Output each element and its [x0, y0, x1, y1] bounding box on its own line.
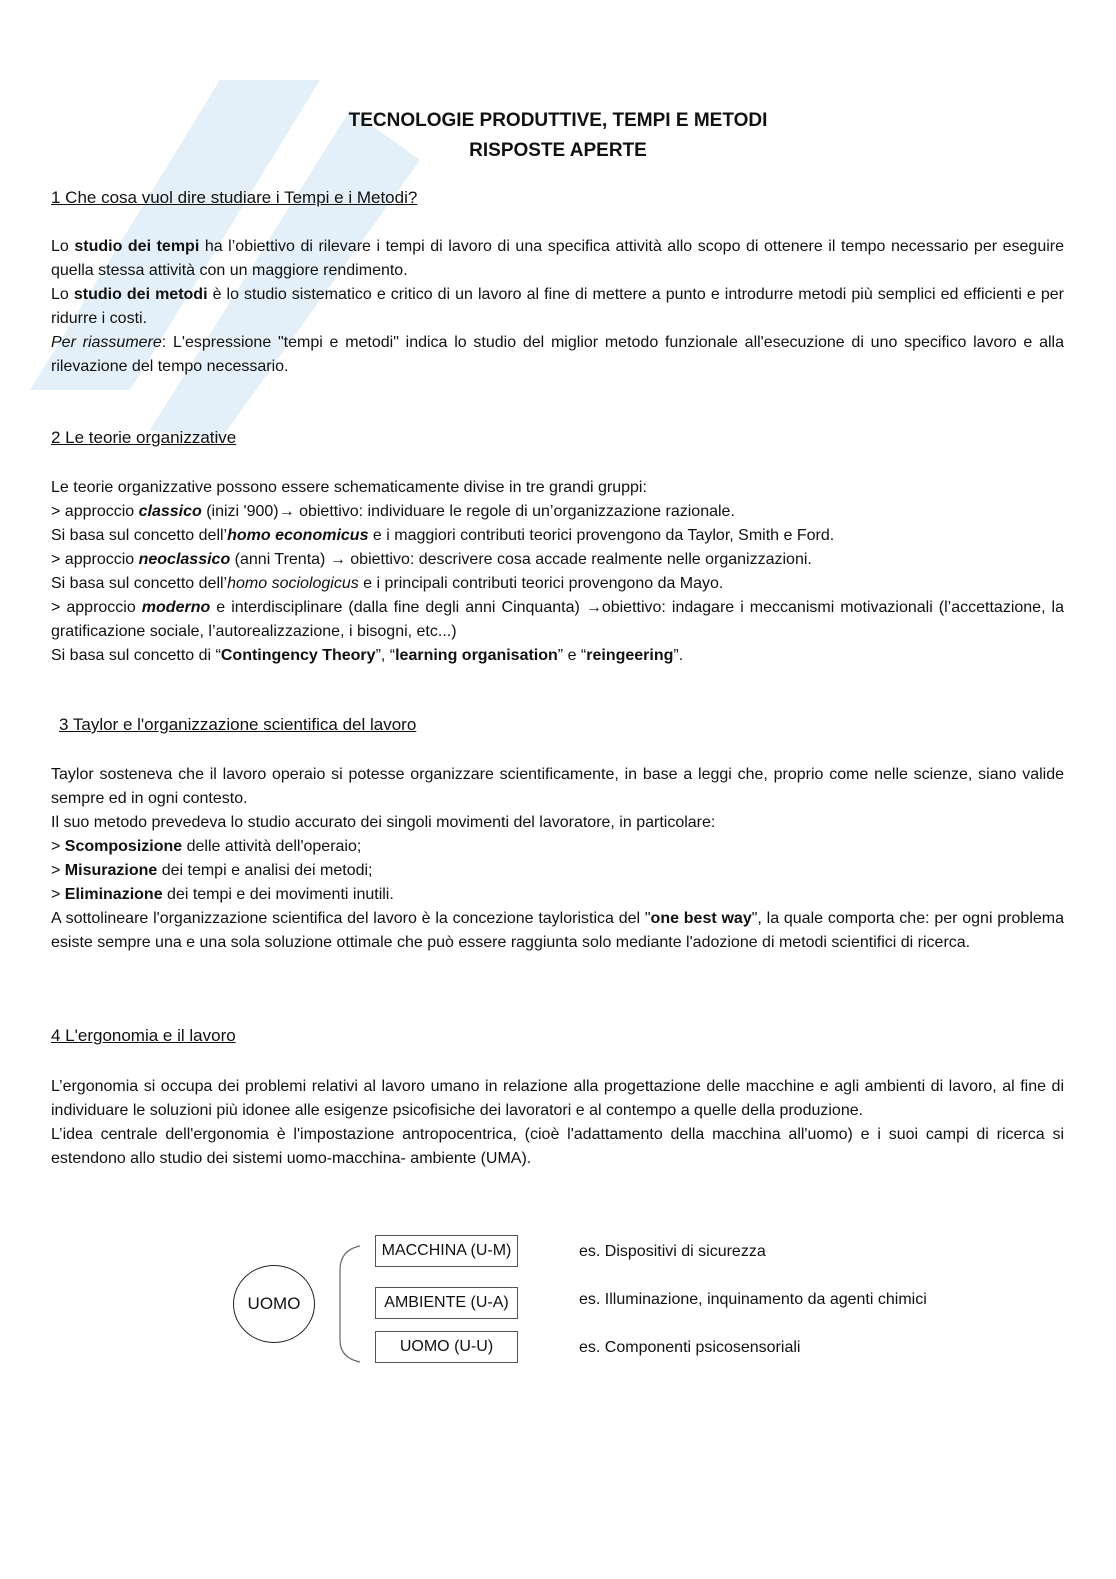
example-macchina: es. Dispositivi di sicurezza — [579, 1243, 766, 1260]
paragraph: Si basa sul concetto dell’homo economicus e i maggiori contributi teorici provengono da Taylor, Smith e Ford. — [51, 527, 835, 544]
section-3-body — [51, 763, 1064, 955]
italic-term: Per riassumere — [51, 334, 162, 351]
list-item: > Misurazione dei tempi e analisi dei metodi; — [51, 862, 373, 879]
section-4-heading: 4 L'ergonomia e il lavoro — [51, 1026, 236, 1045]
uomo-node: UOMO — [233, 1265, 315, 1343]
section-3-heading: 3 Taylor e l'organizzazione scientifica del lavoro — [59, 715, 417, 734]
paragraph: Per riassumere: L'espressione "tempi e metodi" indica lo studio del miglior metodo funzionale all'esecuzione di uno specifico lavoro e alla rilevazione del tempo necessario. — [51, 334, 1064, 375]
paragraph: Lo studio dei tempi ha l’obiettivo di rilevare i tempi di lavoro di una specifica attività allo scopo di ottenere il tempo necessario per eseguire quella stessa attività con un maggiore rendimento. — [51, 238, 1064, 279]
uma-diagram — [0, 1225, 1116, 1375]
box-ambiente: AMBIENTE (U-A) — [375, 1287, 518, 1319]
bold-term: studio dei metodi — [73, 286, 208, 303]
example-uomo: es. Componenti psicosensoriali — [579, 1339, 801, 1356]
paragraph: Si basa sul concetto dell’homo sociologicus e i principali contributi teorici provengono da Mayo. — [51, 575, 724, 592]
example-ambiente: es. Illuminazione, inquinamento da agenti chimici — [579, 1291, 927, 1308]
document-title: TECNOLOGIE PRODUTTIVE, TEMPI E METODI — [348, 110, 768, 131]
bold-term: studio dei tempi — [74, 238, 200, 255]
box-macchina: MACCHINA (U-M) — [375, 1235, 518, 1267]
paragraph: L’ergonomia si occupa dei problemi relativi al lavoro umano in relazione alla progettazione delle macchine e agli ambienti di lavoro, al fine di individuare le soluzioni più idonee alle esigenze psicofisiche dei lavoratori e al contempo a quelle della produzione. — [51, 1078, 1064, 1119]
section-1-body — [51, 235, 1064, 379]
list-item: > approccio neoclassico (anni Trenta) → obiettivo: descrivere cosa accade realmente nelle organizzazioni. — [51, 551, 812, 568]
list-item: > Eliminazione dei tempi e dei movimenti inutili. — [51, 886, 394, 903]
document-subtitle: RISPOSTE APERTE — [469, 140, 647, 161]
bracket-icon — [330, 1240, 370, 1370]
paragraph: Le teorie organizzative possono essere schematicamente divise in tre grandi gruppi: — [51, 479, 647, 496]
list-item: > approccio moderno e interdisciplinare (dalla fine degli anni Cinquanta) →obiettivo: indagare i meccanismi motivazionali (l’accettazione, la gratificazione sociale, l’autorealizzazione, i bisogni, etc...) — [51, 599, 1065, 640]
list-item: > Scomposizione delle attività dell'operaio; — [51, 838, 362, 855]
section-2-body — [51, 476, 1064, 668]
paragraph: Lo studio dei metodi è lo studio sistematico e critico di un lavoro al fine di mettere a punto e introdurre metodi più semplici ed efficienti e per ridurre i costi. — [51, 286, 1065, 327]
paragraph: Taylor sosteneva che il lavoro operaio si potesse organizzare scientificamente, in base a leggi che, proprio come nelle scienze, siano valide sempre ed in ogni contesto. — [51, 766, 1064, 807]
section-2-heading: 2 Le teorie organizzative — [51, 428, 237, 447]
list-item: > approccio classico (inizi '900)→ obiettivo: individuare le regole di un’organizzazione razionale. — [51, 503, 735, 520]
paragraph: A sottolineare l'organizzazione scientifica del lavoro è la concezione tayloristica del "one best way", la quale comporta che: per ogni problema esiste sempre una e una sola soluzione ottimale che può essere raggiunta solo mediante l'adozione di metodi scientifici di ricerca. — [51, 910, 1065, 951]
section-1-heading: 1 Che cosa vuol dire studiare i Tempi e i Metodi? — [51, 188, 418, 207]
paragraph: Il suo metodo prevedeva lo studio accurato dei singoli movimenti del lavoratore, in particolare: — [51, 814, 716, 831]
section-4-body — [51, 1075, 1064, 1171]
paragraph: L’idea centrale dell'ergonomia è l'impostazione antropocentrica, (cioè l'adattamento della macchina all'uomo) e i suoi campi di ricerca si estendono allo studio dei sistemi uomo-macchina- ambiente (UMA). — [51, 1126, 1064, 1167]
paragraph: Si basa sul concetto di “Contingency Theory”, “learning organisation” e “reingeering”. — [51, 647, 684, 664]
box-uomo: UOMO (U-U) — [375, 1331, 518, 1363]
